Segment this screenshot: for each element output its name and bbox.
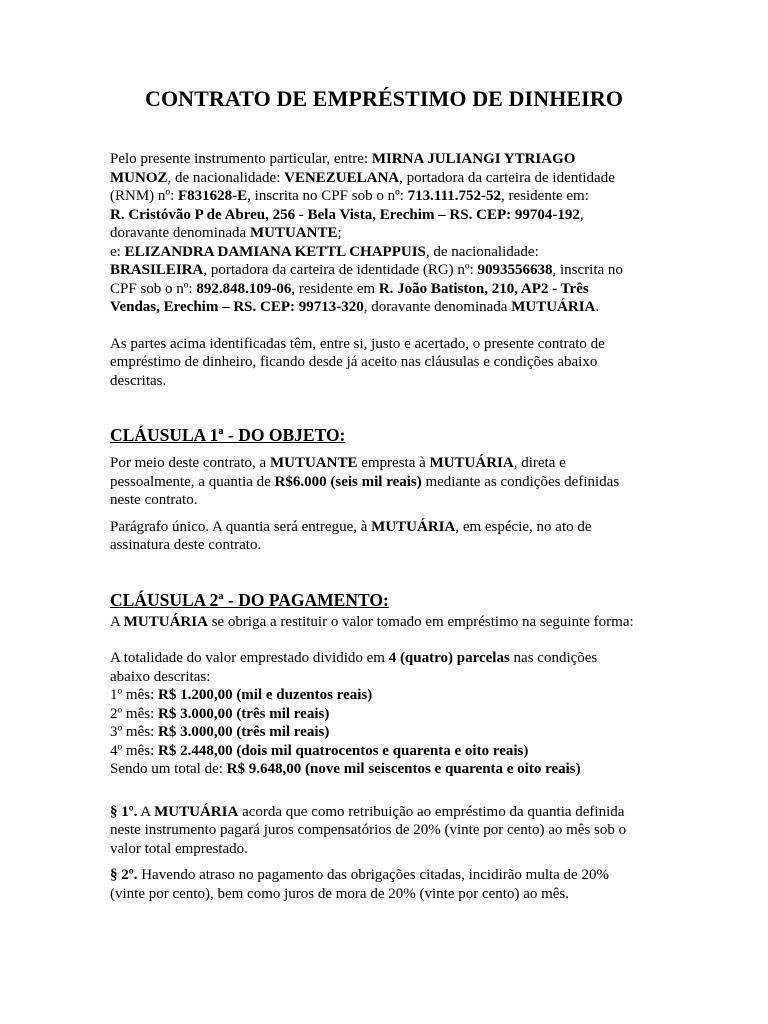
contract-title: CONTRATO DE EMPRÉSTIMO DE DINHEIRO: [144, 86, 624, 111]
text: , inscrita no: [552, 262, 623, 278]
installment-label: 4º mês:: [110, 742, 158, 759]
text: Pelo presente instrumento particular, entre:: [110, 151, 372, 167]
text: , de nacionalidade:: [167, 169, 285, 186]
installment-value: R$ 1.200,00 (mil e duzentos reais): [157, 687, 373, 703]
borrower-role: MUTUÁRIA: [154, 803, 239, 820]
text: , em espécie, no ato de: [455, 518, 592, 535]
borrower-cpf: 892.848.109-06: [196, 280, 292, 297]
installment-label: 3º mês:: [110, 724, 158, 740]
section-2-paragraph: [110, 866, 658, 903]
installment-label: 2º mês:: [110, 705, 158, 722]
parties-paragraph: [110, 335, 658, 391]
text: ;: [337, 225, 342, 241]
text: , doravante denominada: [363, 299, 512, 315]
text: A: [137, 803, 155, 820]
installment-row: [110, 705, 658, 724]
lender-role: MUTUANTE: [269, 455, 358, 471]
text: .: [595, 299, 600, 315]
borrower-name: ELIZANDRA DAMIANA KETTL CHAPPUIS: [124, 243, 426, 260]
text: neste instrumento pagará juros compensatórios de 20% (vinte por cento) ao mês sob o: [110, 822, 627, 838]
clause-1-paragraph: [110, 454, 658, 510]
text: As partes acima identificadas têm, entre si, justo e acertado, o presente contrato de: [110, 335, 605, 352]
text: , de nacionalidade:: [425, 243, 539, 260]
lender-nationality: VENEZUELANA: [284, 169, 400, 186]
text: , portadora da carteira de identidade (RG) nº:: [203, 262, 478, 278]
installment-label: 1º mês:: [110, 687, 158, 703]
installment-value: R$ 2.448,00 (dois mil quatrocentos e quarenta e oito reais): [157, 742, 529, 759]
text: empréstimo de dinheiro, ficando desde já aceito nas cláusulas e condições abaixo: [110, 354, 598, 370]
borrower-rg: 9093556638: [477, 262, 553, 278]
borrower-nationality: BRASILEIRA: [110, 262, 204, 278]
clause-1-heading: CLÁUSULA 1ª - DO OBJETO:: [110, 425, 346, 445]
lender-role: MUTUANTE: [249, 225, 338, 241]
intro-paragraph: [110, 150, 658, 317]
text: Por meio deste contrato, a: [110, 455, 270, 471]
installment-value: R$ 3.000,00 (três mil reais): [157, 724, 330, 740]
text: A: [110, 613, 124, 630]
text: , portadora da carteira de identidade: [399, 169, 615, 186]
installment-row: [110, 742, 658, 761]
borrower-address-cont: Vendas, Erechim – RS. CEP: 99713-320: [110, 299, 364, 315]
loan-amount: R$6.000 (seis mil reais): [274, 473, 422, 490]
text: , inscrita no CPF sob o nº:: [247, 188, 408, 204]
text: assinatura deste contrato.: [110, 537, 262, 553]
installment-value: R$ 3.000,00 (três mil reais): [157, 705, 330, 722]
text: mediante as condições definidas: [421, 473, 620, 490]
text: nas condições: [509, 650, 598, 666]
installment-count: 4 (quatro) parcelas: [388, 650, 510, 666]
borrower-role: MUTUÁRIA: [511, 299, 596, 315]
text: valor total emprestado.: [110, 840, 248, 857]
section-mark: § 1º.: [110, 803, 138, 820]
text: ,: [579, 206, 584, 223]
text: CPF sob o nº:: [110, 280, 197, 297]
borrower-role: MUTUÁRIA: [371, 518, 456, 535]
total-row: [110, 760, 658, 779]
text: pessoalmente, a quantia de: [110, 473, 275, 490]
lender-cpf: 713.111.752-52: [407, 188, 501, 204]
section-1-paragraph: [110, 803, 658, 859]
borrower-role: MUTUÁRIA: [123, 613, 208, 630]
text: (RNM) nº:: [110, 188, 178, 204]
text: Parágrafo único. A quantia será entregue, à: [110, 518, 372, 535]
lender-rnm: F831628-E: [177, 188, 248, 204]
text: neste contrato.: [110, 492, 198, 508]
clause-2-heading: CLÁUSULA 2ª - DO PAGAMENTO:: [110, 589, 389, 610]
installments-paragraph: [110, 649, 658, 779]
section-mark: § 2º.: [110, 867, 138, 883]
text: descritas.: [110, 372, 167, 389]
text: Havendo atraso no pagamento das obrigações citadas, incidirão multa de 20%: [137, 867, 609, 883]
text: , residente em: [291, 280, 379, 297]
text: doravante denominada: [110, 225, 250, 241]
total-label: Sendo um total de:: [110, 761, 227, 777]
installment-row: [110, 723, 658, 742]
total-value: R$ 9.648,00 (nove mil seiscentos e quarenta e oito reais): [226, 761, 581, 777]
text: se obriga a restituir o valor tomado em empréstimo na seguinte forma:: [207, 613, 634, 630]
text: A totalidade do valor emprestado dividido em: [110, 650, 389, 666]
clause-1-sole-paragraph: [110, 518, 658, 555]
lender-name-cont: MUNOZ: [110, 169, 168, 186]
text: acorda que como retribuição ao empréstimo da quantia definida: [238, 803, 625, 820]
text: , direta e: [513, 455, 566, 471]
text: , residente em:: [501, 188, 589, 204]
text: e:: [110, 243, 125, 260]
borrower-role: MUTUÁRIA: [429, 455, 514, 471]
borrower-address: R. João Batiston, 210, AP2 - Três: [378, 280, 589, 297]
installment-row: [110, 686, 658, 705]
lender-address: R. Cristóvão P de Abreu, 256 - Bela Vista, Erechim – RS. CEP: 99704-192: [110, 206, 580, 223]
lender-name: MIRNA JULIANGI YTRIAGO: [371, 151, 576, 167]
text: abaixo descritas:: [110, 668, 211, 685]
text: (vinte por cento), bem como juros de mora de 20% (vinte por cento) ao mês.: [110, 885, 570, 902]
clause-2-intro: [110, 613, 658, 632]
text: empresta à: [357, 455, 430, 471]
